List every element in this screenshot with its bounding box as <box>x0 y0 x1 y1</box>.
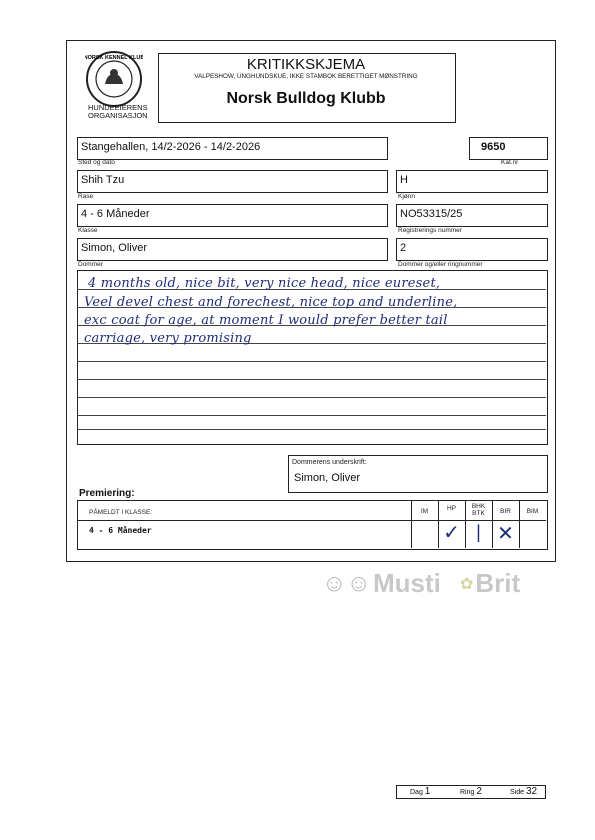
nkk-logo <box>85 50 143 108</box>
breed-label: Rase <box>78 193 94 200</box>
sex-label: Kjønn <box>398 193 415 200</box>
critique-line-4: carriage, very promising <box>84 331 252 346</box>
premiering-row-divider <box>77 520 546 521</box>
critique-line-3: exc coat for age, at moment I would prefer better tail <box>84 313 448 328</box>
pameldt-label: PÅMELDT I KLASSE: <box>89 509 153 516</box>
col-hp: HP <box>446 505 457 512</box>
ring-footer-label: Ring <box>460 789 475 796</box>
signature-value: Simon, Oliver <box>294 472 361 484</box>
footer-side <box>510 786 537 797</box>
signature-label: Dommerens underskrift: <box>292 459 367 466</box>
form-subtitle: VALPESHOW, UNGHUNDSKUE, IKKE STAMBOK BERETTIGET MØNSTRING <box>194 73 418 80</box>
org-line2: ORGANISASJON <box>88 111 148 120</box>
premiering-title: Premiering: <box>79 488 135 499</box>
critique-rule <box>77 397 546 398</box>
critique-rule <box>77 415 546 416</box>
form-title: KRITIKKSKJEMA <box>246 56 366 73</box>
critique-line-2: Veel devel chest and forechest, nice top and underline, <box>84 295 458 310</box>
brit-logo <box>460 568 520 599</box>
org-text <box>88 104 146 120</box>
breed-value: Shih Tzu <box>81 174 125 186</box>
venue-value: Stangehallen, 14/2-2026 - 14/2-2026 <box>81 141 261 153</box>
mark-bhk[interactable]: | <box>476 522 481 542</box>
katnr-value: 9650 <box>481 141 506 153</box>
reg-value: NO53315/25 <box>400 208 463 220</box>
sex-value: H <box>400 174 408 186</box>
reg-label: Registrerings nummer <box>398 227 462 234</box>
club-name: Norsk Bulldog Klubb <box>226 90 386 107</box>
org-line1: HUNDEEIERENS <box>88 103 148 112</box>
critique-rule <box>77 429 546 430</box>
judge-value: Simon, Oliver <box>81 242 148 254</box>
cat-dog-icon: ☺☺ <box>322 569 372 597</box>
side-value: 32 <box>525 786 538 797</box>
col-bhk-btk: BHK BTK <box>471 503 486 517</box>
side-label: Side <box>510 789 525 796</box>
mark-bir[interactable]: ✕ <box>497 523 514 545</box>
critique-rule <box>77 379 546 380</box>
svg-text:NORSK KENNEL KLUB: NORSK KENNEL KLUB <box>85 55 143 61</box>
venue-label: Sted og dato <box>78 159 115 166</box>
mark-hp[interactable]: ✓ <box>443 522 460 544</box>
brit-text: Brit <box>475 568 521 598</box>
col-im: IM <box>420 508 429 515</box>
dag-label: Dag <box>410 789 423 796</box>
dag-value: 1 <box>424 786 431 797</box>
footer-dag <box>410 786 430 797</box>
critique-line-1: 4 months old, nice bit, very nice head, nice eureset, <box>88 276 441 291</box>
ring-field[interactable] <box>396 238 548 261</box>
musti-logo <box>322 568 441 599</box>
nkk-seal-icon <box>85 50 143 108</box>
paw-icon: ✿ <box>460 575 474 593</box>
class-value: 4 - 6 Måneder <box>81 208 150 220</box>
footer-ring <box>460 786 482 797</box>
ring-value: 2 <box>400 242 407 254</box>
sex-field[interactable] <box>396 170 548 193</box>
katnr-label: Kat.nr <box>501 159 519 166</box>
ring-footer-value: 2 <box>476 786 482 797</box>
judge-label: Dommer <box>78 261 103 268</box>
pameldt-class-value: 4 - 6 Måneder <box>89 526 152 535</box>
critique-rule <box>77 361 546 362</box>
musti-text: Musti <box>373 568 441 598</box>
ring-label: Dommer og/eller ringnummer <box>398 261 483 268</box>
col-bim: BIM <box>526 508 539 515</box>
class-label: Klasse <box>78 227 98 234</box>
col-bir: BIR <box>500 508 511 515</box>
